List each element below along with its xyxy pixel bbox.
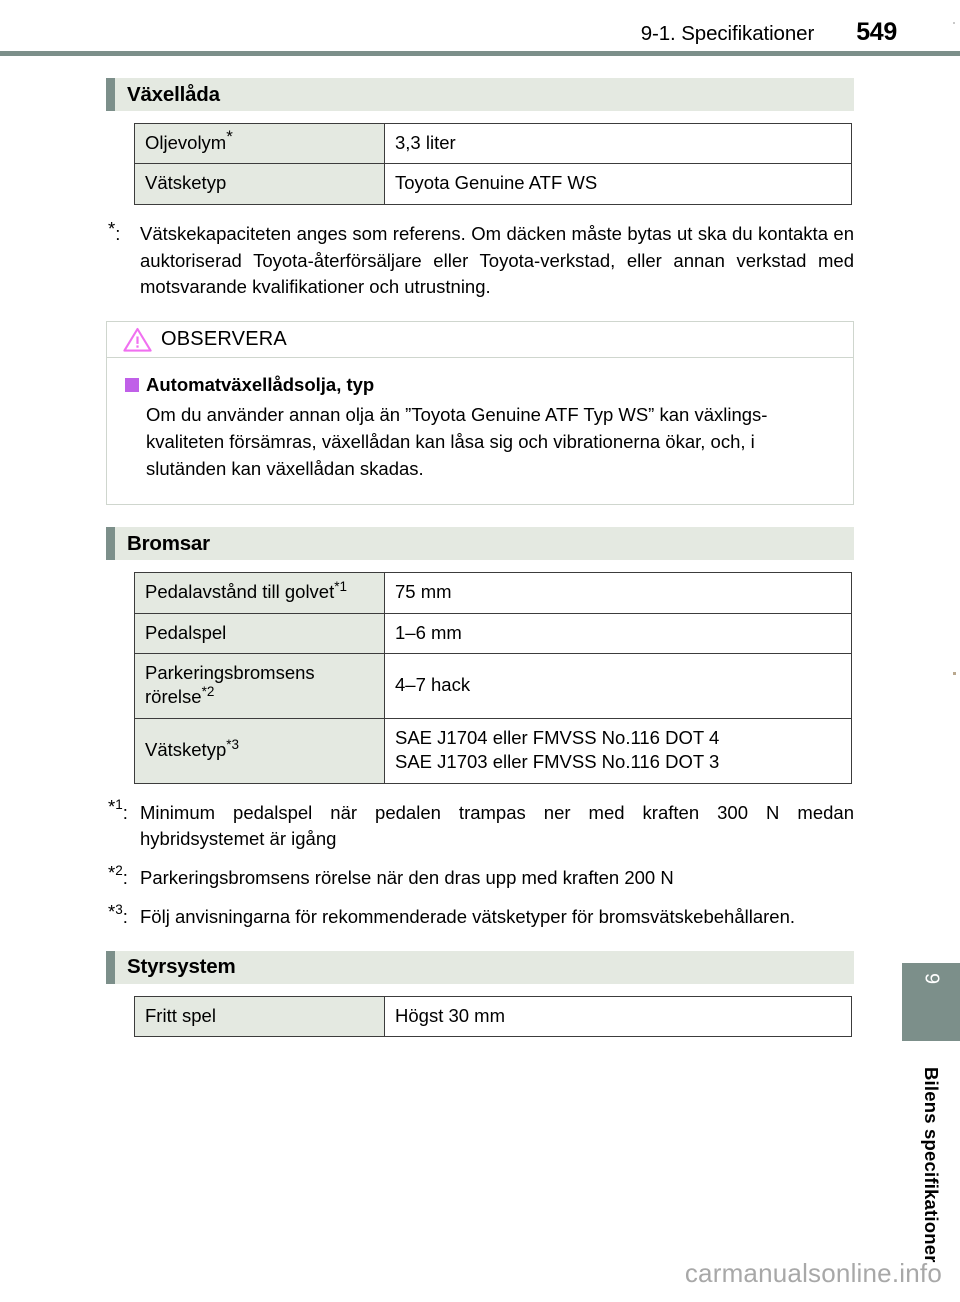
section-header-styrsystem <box>106 951 854 984</box>
footnote-star: * <box>108 796 116 818</box>
page-number: 549 <box>856 18 897 46</box>
footnote-item <box>106 862 854 892</box>
notice-box-observera <box>106 321 854 505</box>
warning-triangle-icon <box>123 327 152 352</box>
spec-table-vaxellada <box>134 123 852 205</box>
table-row <box>135 164 852 204</box>
value-line-1: SAE J1704 eller FMVSS No.116 DOT 4 <box>395 726 720 748</box>
table-cell-key <box>135 573 385 613</box>
table-cell-key <box>135 124 385 164</box>
chapter-number-chip <box>902 963 960 1041</box>
key-label: Oljevolym <box>145 132 227 153</box>
chapter-label-vertical <box>902 1067 960 1263</box>
key-label: Vätsketyp <box>145 172 227 194</box>
page-content <box>106 78 854 1037</box>
notice-title: OBSERVERA <box>161 328 287 351</box>
footnote-marker: *$^2$: <box>108 862 128 889</box>
table-row <box>135 124 852 164</box>
footnote-text: Parkeringsbromsens rörelse när den dras upp med kraften 200 N <box>140 867 674 889</box>
table-row <box>135 573 852 613</box>
footnote-marker: *1 <box>334 578 347 594</box>
table-cell-value: Högst 30 mm <box>385 996 852 1036</box>
key-label: Vätsketyp <box>145 738 227 760</box>
chapter-title: 9-1. Specifikationer <box>640 22 815 45</box>
notice-subheading: Automatväxellådsolja, typ <box>146 374 375 396</box>
edge-registration-mark <box>953 672 956 675</box>
footnotes-vaxellada <box>106 217 854 301</box>
spec-table-bromsar <box>134 572 852 783</box>
chapter-side-tab <box>902 963 960 1263</box>
header-divider-rule <box>0 51 960 56</box>
footnote-marker: *$^1$: <box>108 796 128 823</box>
page-header <box>0 18 960 52</box>
footnotes-bromsar <box>106 796 854 931</box>
footnote-text: Minimum pedalspel när pedalen trampas ner med kraften 300 N medan hybridsystemet är igång <box>140 801 854 850</box>
footnote-item <box>106 900 854 931</box>
footnote-star: * <box>108 900 116 922</box>
chapter-number: 9 <box>920 973 943 985</box>
value-line-2: SAE J1703 eller FMVSS No.116 DOT 3 <box>395 751 720 773</box>
footnote-text: Följ anvisningarna för rekommenderade vätsketyper för bromsvätskebehållaren. <box>140 906 796 927</box>
table-cell-value: 75 mm <box>385 573 852 613</box>
section-accent-bar <box>106 951 115 984</box>
notice-body <box>107 358 853 504</box>
square-bullet-icon <box>125 378 139 392</box>
table-cell-value: 3,3 liter <box>385 124 852 164</box>
corner-registration-mark <box>953 22 955 24</box>
table-cell-key <box>135 164 385 204</box>
table-cell-key <box>135 996 385 1036</box>
table-cell-value: 1–6 mm <box>385 613 852 653</box>
notice-subheading-row <box>125 374 835 396</box>
key-label: Fritt spel <box>145 1004 216 1026</box>
table-cell-key <box>135 613 385 653</box>
section-header-vaxellada <box>106 78 854 111</box>
section-title: Styrsystem <box>127 955 236 979</box>
footnote-marker: *2 <box>201 684 215 700</box>
footnote-star: * <box>108 217 116 239</box>
site-watermark: carmanualsonline.info <box>684 1258 942 1288</box>
footnote-text: Vätskekapaciteten anges som referens. Om däcken måste bytas ut ska du kontakta en auktoriserad Toyota-återförsäljare eller Toyota-verkstad, eller annan verkstad med motsvarande kvalifikationer och utrustning. <box>140 222 854 298</box>
spec-table-styrsystem <box>134 996 852 1037</box>
table-row <box>135 718 852 783</box>
footnote-star: * <box>108 862 116 884</box>
footnote-marker: *$^3$: <box>108 900 128 927</box>
table-row <box>135 653 852 718</box>
footnote-marker: *: <box>108 217 121 244</box>
footnote-marker: *3 <box>226 736 240 752</box>
table-cell-value <box>385 718 852 783</box>
footnote-number: 3 <box>115 901 123 917</box>
key-label: Parkeringsbromsens rörelse <box>145 661 315 708</box>
section-header-bromsar <box>106 527 854 560</box>
table-cell-key <box>135 653 385 718</box>
table-cell-value: 4–7 hack <box>385 653 852 718</box>
section-title: Bromsar <box>127 531 210 555</box>
section-accent-bar <box>106 527 115 560</box>
notice-paragraph: Om du använder annan olja än ”Toyota Genuine ATF Typ WS” kan växlings-kvaliteten försämras, växellådan kan låsa sig och vibrationerna ökar, och, i slutänden kan växellådan skadas. <box>146 404 768 479</box>
section-accent-bar <box>106 78 115 111</box>
table-cell-value: Toyota Genuine ATF WS <box>385 164 852 204</box>
footnote-number: 1 <box>115 797 123 813</box>
footnote-number: 2 <box>115 863 123 879</box>
table-cell-key <box>135 718 385 783</box>
table-row <box>135 613 852 653</box>
key-label: Pedalavstånd till golvet <box>145 581 335 603</box>
footnote-item <box>106 217 854 301</box>
table-row <box>135 996 852 1036</box>
section-title: Växellåda <box>127 82 220 106</box>
footnote-item <box>106 796 854 854</box>
key-label: Pedalspel <box>145 621 227 643</box>
notice-header <box>107 322 853 358</box>
chapter-label-text: Bilens specifikationer <box>921 1067 942 1263</box>
footnote-marker: * <box>226 126 233 146</box>
